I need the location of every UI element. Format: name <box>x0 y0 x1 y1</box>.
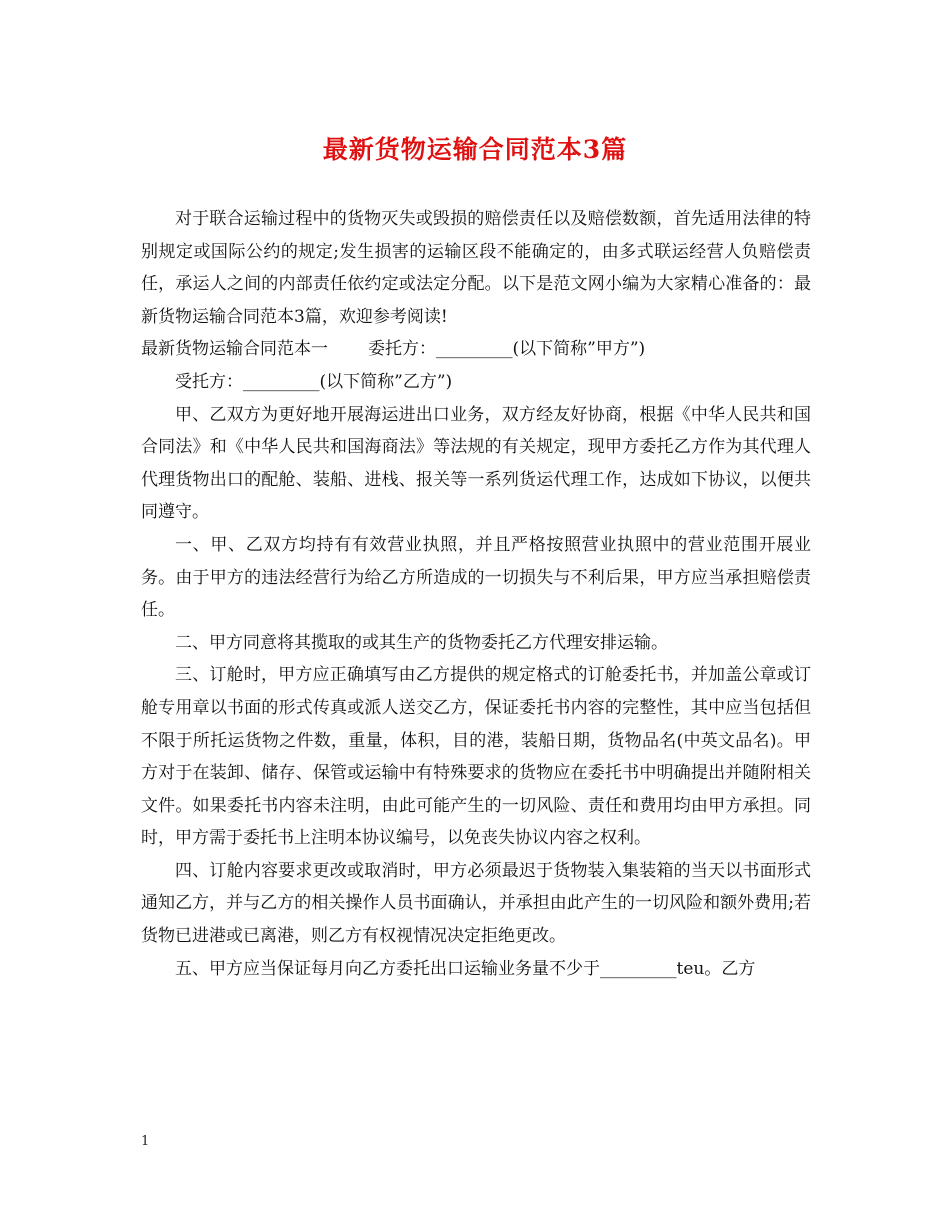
paragraph-clause-1: 一、甲、乙双方均持有有效营业执照，并且严格按照营业执照中的营业范围开展业务。由于甲方的违法经营行为给乙方所造成的一切损失与不利后果，甲方应当承担赔偿责任。 <box>141 534 811 621</box>
agent-line: 受托方：_________(以下简称”乙方”) <box>175 371 453 392</box>
paragraph-clause-4: 四、订舱内容要求更改或取消时，甲方必须最迟于货物装入集装箱的当天以书面形式通知乙方，并与乙方的相关操作人员书面确认，并承担由此产生的一切风险和额外费用;若货物已进港或已离港，则乙方有权视情况决定拒绝更改。 <box>141 860 811 947</box>
page-number: 1 <box>141 1134 150 1149</box>
document-body <box>141 203 811 985</box>
section-heading: 最新货物运输合同范本一 <box>141 339 328 360</box>
intro-paragraph: 对于联合运输过程中的货物灭失或毁损的赔偿责任以及赔偿数额，首先适用法律的特别规定或国际公约的规定;发生损害的运输区段不能确定的，由多式联运经营人负赔偿责任，承运人之间的内部责任依约定或法定分配。以下是范文网小编为大家精心准备的：最新货物运输合同范本3篇，欢迎参考阅读! <box>141 209 811 327</box>
client-line: 委托方：_________(以下简称”甲方”) <box>368 339 646 360</box>
document-title: 最新货物运输合同范本3篇 <box>322 135 628 164</box>
paragraph-clause-2: 二、甲方同意将其揽取的或其生产的货物委托乙方代理安排运输。 <box>175 632 668 653</box>
paragraph-clause-3: 三、订舱时，甲方应正确填写由乙方提供的规定格式的订舱委托书，并加盖公章或订舱专用章以书面的形式传真或派人送交乙方，保证委托书内容的完整性，其中应当包括但不限于所托运货物之件数，重量，体积，目的港，装船日期，货物品名(中英文品名)。甲方对于在装卸、储存、保管或运输中有特殊要求的货物应在委托书中明确提出并随附相关文件。如果委托书内容未注明，由此可能产生的一切风险、责任和费用均由甲方承担。同时，甲方需于委托书上注明本协议编号，以免丧失协议内容之权利。 <box>141 665 811 849</box>
section-heading-line <box>141 333 811 366</box>
paragraph-preamble: 甲、乙双方为更好地开展海运进出口业务，双方经友好协商，根据《中华人民共和国合同法》和《中华人民共和国海商法》等法规的有关规定，现甲方委托乙方作为其代理人代理货物出口的配舱、装船、进栈、报关等一系列货运代理工作，达成如下协议，以便共同遵守。 <box>141 404 811 523</box>
paragraph-clause-5: 五、甲方应当保证每月向乙方委托出口运输业务量不少于_________teu。乙方 <box>175 958 756 979</box>
